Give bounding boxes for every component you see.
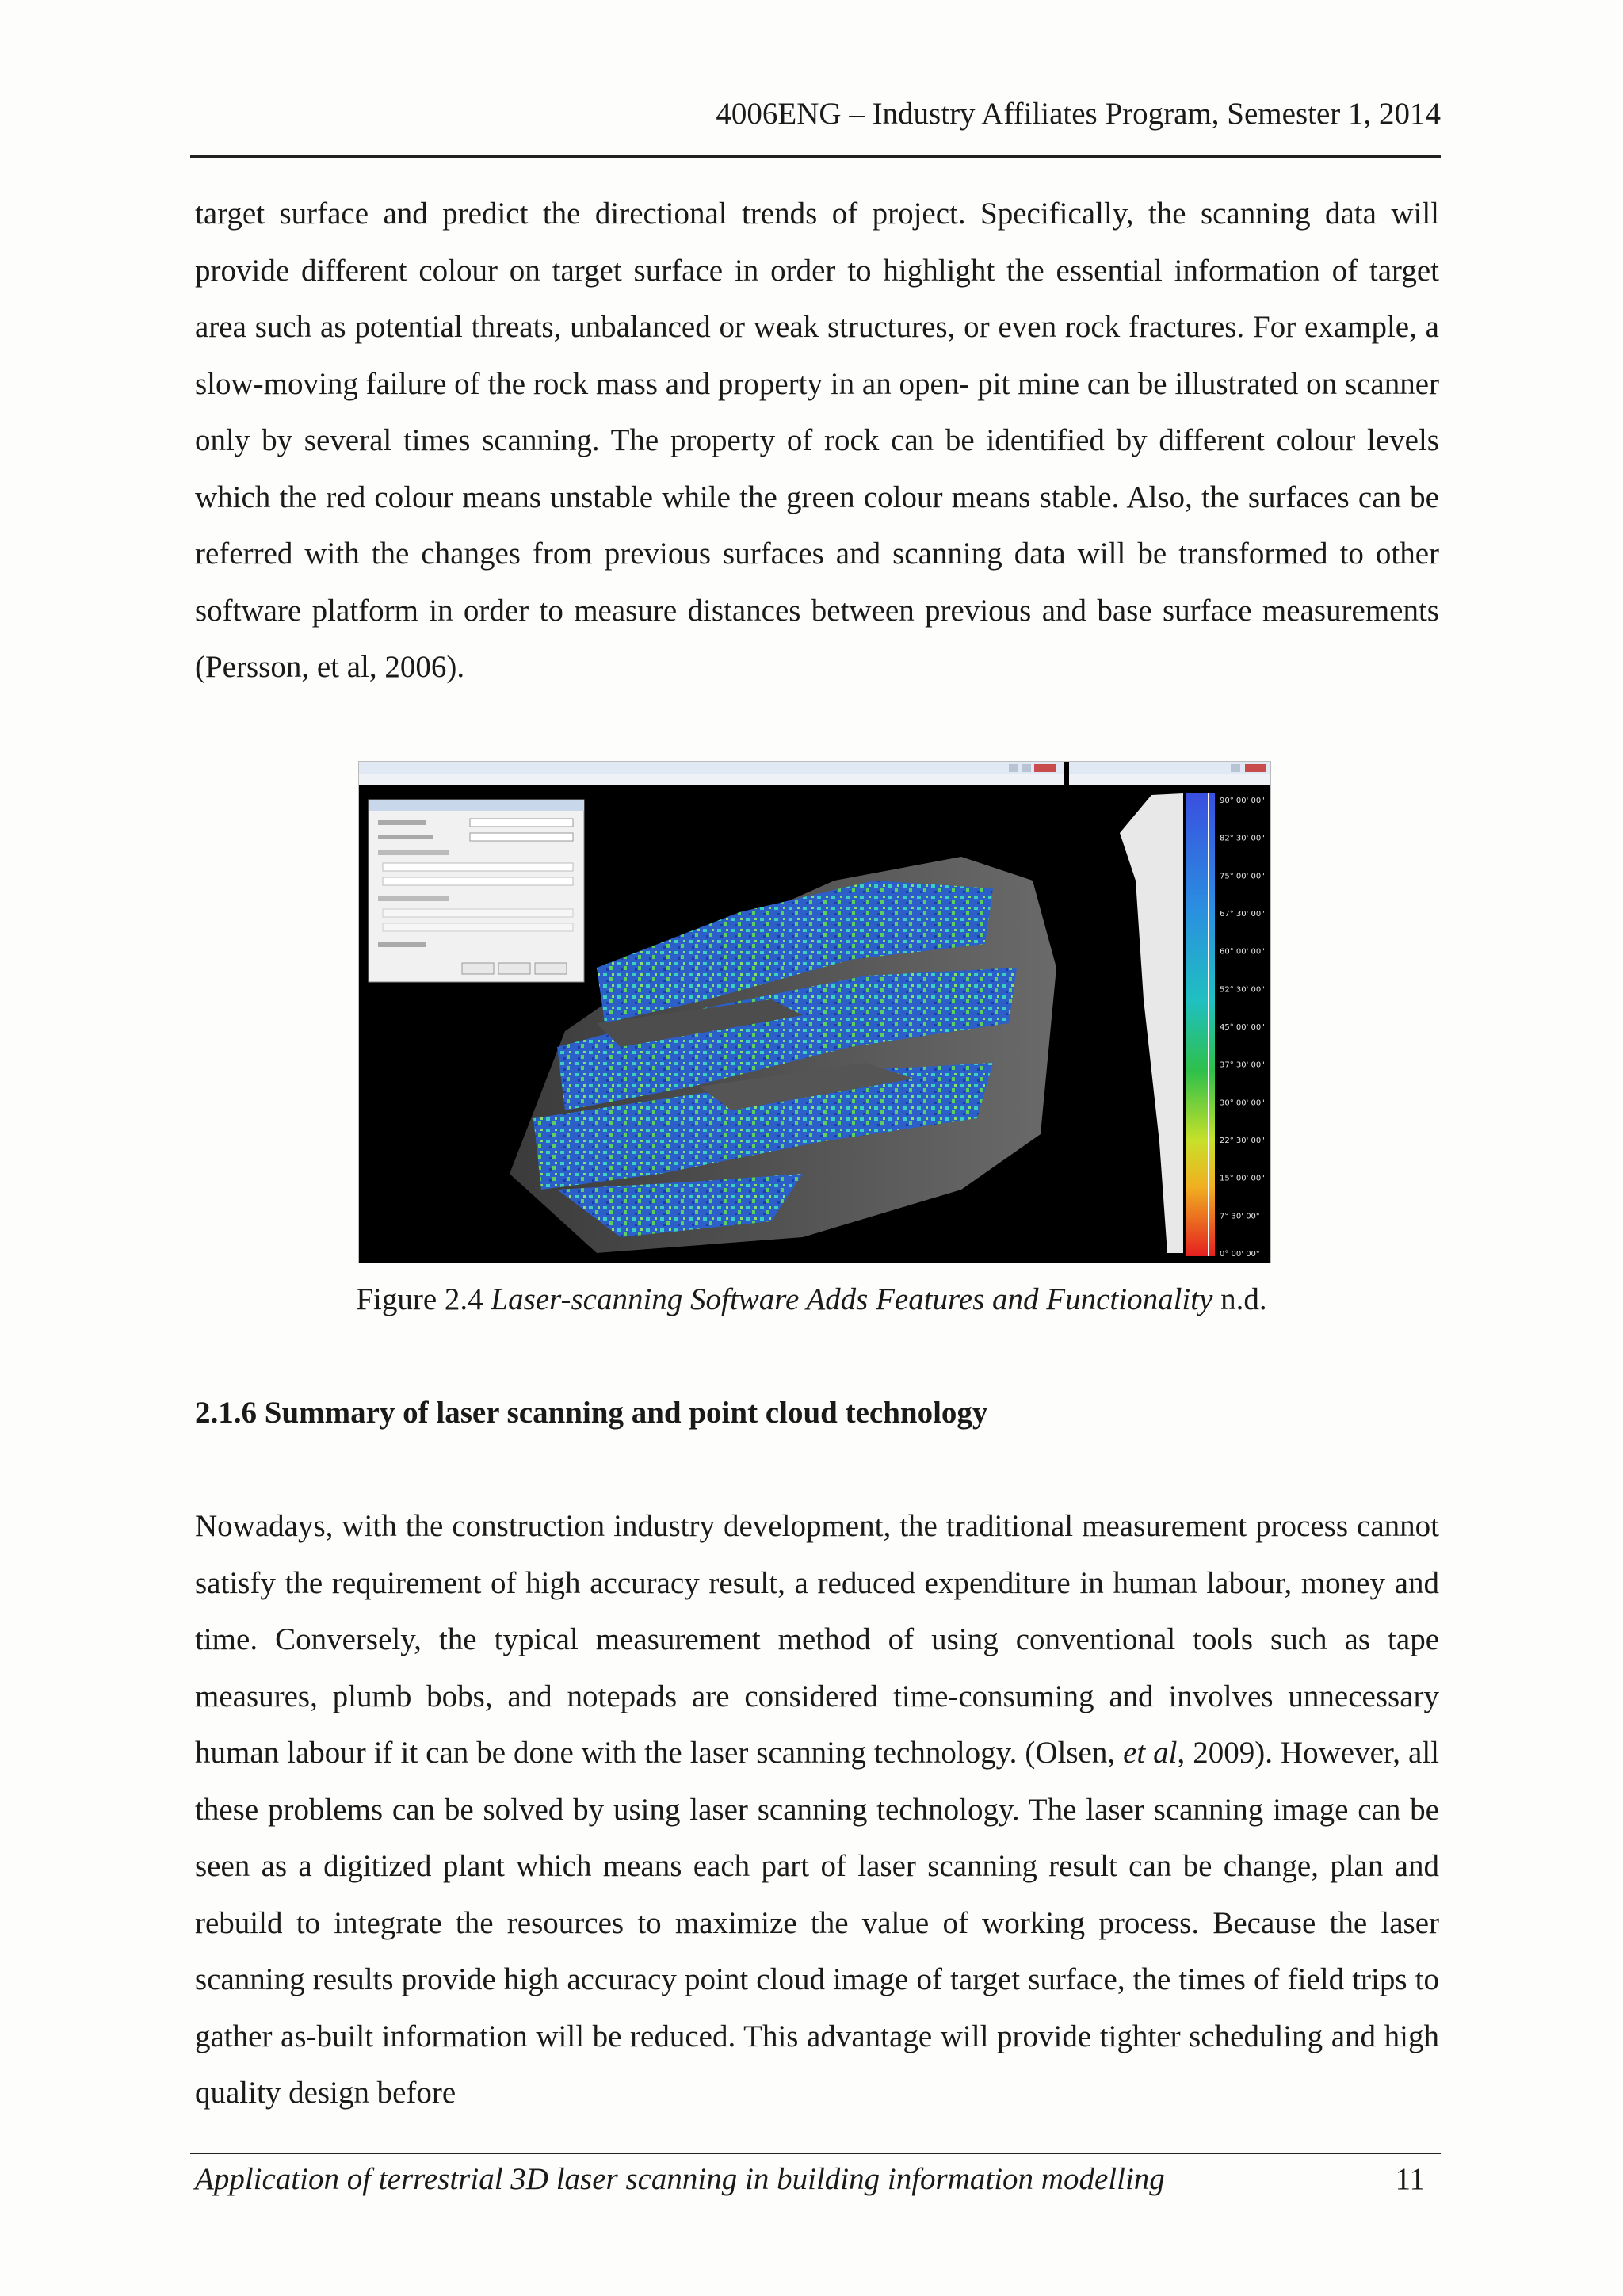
caption-title: Laser-scanning Software Adds Features and Functionality [491, 1282, 1213, 1316]
caption-prefix: Figure 2.4 [356, 1282, 483, 1316]
paragraph-2-part-2: , 2009). However, all these problems can be solved by using laser scanning technology. The laser scanning image can be seen as a digitized plant which means each part of laser scanning result can be change, plan and rebuild to integrate the resources to maximize the value of working process. Because the laser scanning results provide high accuracy point cloud image of target surface, the times of field trips to gather as-built information will be reduced. This advantage will provide tighter scheduling and high quality design before [195, 1736, 1440, 2110]
legend-label: 30° 00' 00" [1220, 1098, 1265, 1108]
figure-image [359, 762, 1270, 1263]
legend-label: 15° 00' 00" [1220, 1174, 1265, 1183]
running-header: 4006ENG – Industry Affiliates Program, Semester 1, 2014 [716, 97, 1441, 131]
paragraph-1: target surface and predict the directional trends of project. Specifically, the scanning data will provide different colour on target surface in order to highlight the essential information of target area such as potential threats, unbalanced or weak structures, or even rock fractures. For example, a slow-moving failure of the rock mass and property in an open- pit mine can be illustrated on scanner only by several times scanning. The property of rock can be identified by different colour levels which the red colour means unstable while the green colour means stable. Also, the surfaces can be referred with the changes from previous surfaces and scanning data will be transformed to other software platform in order to measure distances between previous and base surface measurements (Persson, et al, 2006). [195, 197, 1439, 684]
page-number: 11 [1395, 2162, 1425, 2196]
legend-label: 22° 30' 00" [1220, 1137, 1265, 1145]
figure-caption [0, 1278, 1623, 1322]
section-heading: 2.1.6 Summary of laser scanning and point cloud technology [195, 1396, 988, 1430]
legend-label: 45° 00' 00" [1220, 1023, 1265, 1032]
paragraph-2-italic: et al [1123, 1736, 1178, 1770]
legend-label: 60° 00' 00" [1220, 947, 1265, 957]
legend-label: 82° 30' 00" [1220, 834, 1265, 843]
legend-label: 7° 30' 00" [1220, 1212, 1260, 1221]
caption-suffix: n.d. [1220, 1282, 1267, 1316]
footer-title: Application of terrestrial 3D laser scanning in building information modelling [195, 2162, 1165, 2196]
header-rule [190, 155, 1441, 158]
paragraph-2 [195, 1498, 1439, 2122]
legend-label: 0° 00' 00" [1220, 1250, 1260, 1259]
figure-screenshot [358, 761, 1271, 1263]
footer-rule [190, 2153, 1441, 2154]
legend-label: 90° 00' 00" [1220, 797, 1265, 805]
legend-label: 37° 30' 00" [1220, 1060, 1265, 1070]
paragraph-2-part-1: Nowadays, with the construction industry development, the traditional measurement process cannot satisfy the requirement of high accuracy result, a reduced expenditure in human labour, money and time. Conversely, the typical measurement method of using conventional tools such as tape measures, plumb bobs, and notepads are considered time-consuming and involves unnecessary human labour if it can be done with the laser scanning technology. (Olsen, [195, 1509, 1439, 1770]
legend-label: 67° 30' 00" [1220, 910, 1265, 919]
legend-label: 75° 00' 00" [1220, 872, 1265, 881]
legend-label: 52° 30' 00" [1220, 985, 1265, 995]
